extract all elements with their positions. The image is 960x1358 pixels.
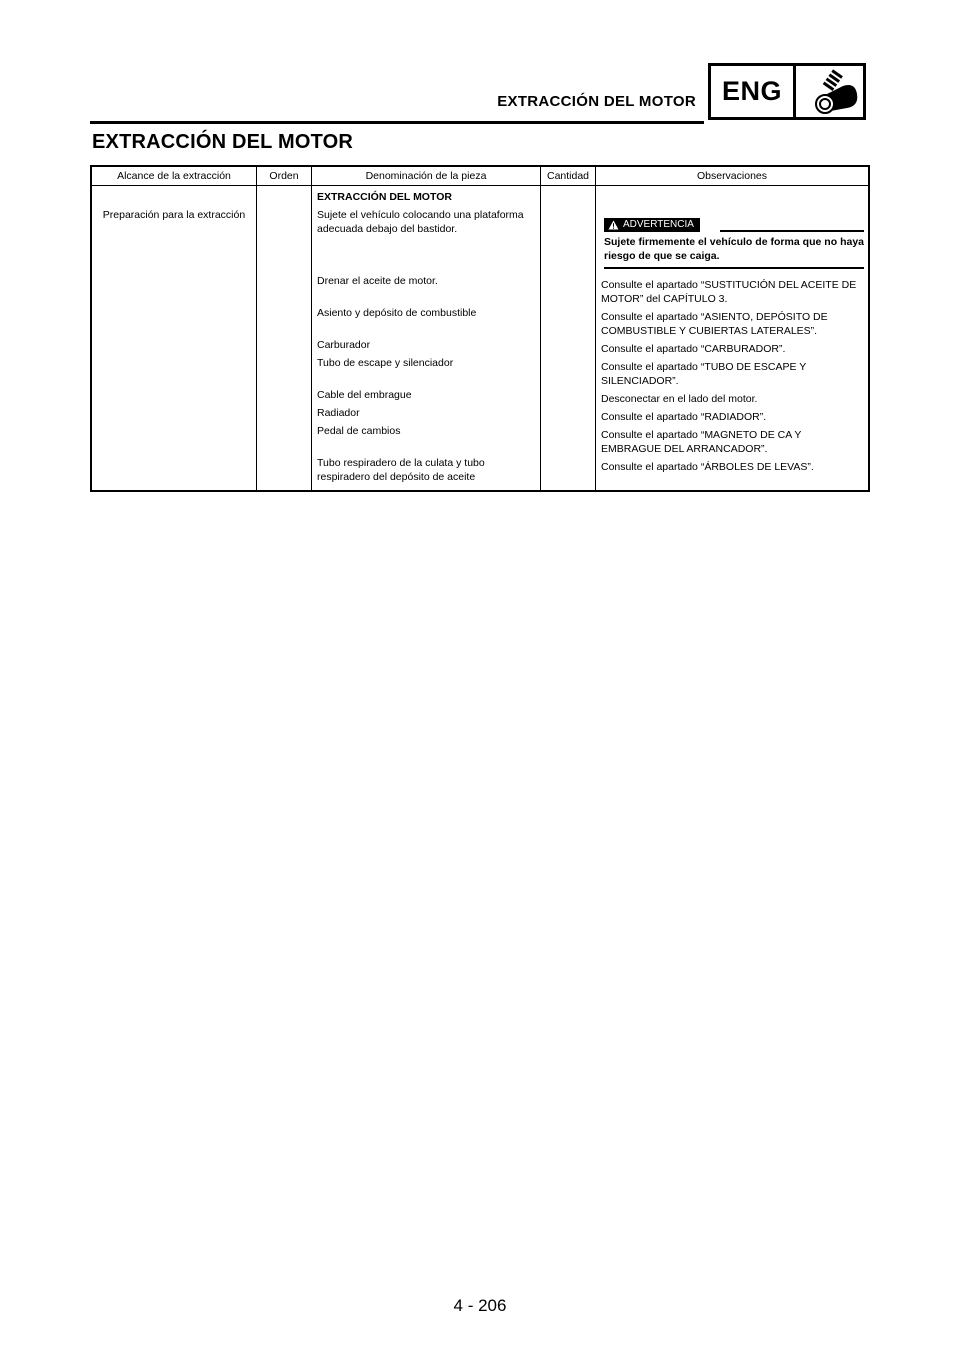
- header-rule: [90, 121, 704, 124]
- header-scope: Alcance de la extracción: [91, 166, 257, 186]
- warning-bottom-rule: [604, 267, 864, 269]
- warning-label: ADVERTENCIA: [623, 219, 694, 230]
- removal-table: [90, 165, 870, 492]
- scope-label: Preparación para la extracción: [102, 209, 246, 221]
- part-item: Carburador: [317, 339, 371, 351]
- part-item: Tubo respiradero de la culata y tubo respiradero del depósito de aceite: [317, 457, 485, 483]
- quantity-cell: [541, 186, 596, 492]
- part-item: Drenar el aceite de motor.: [317, 275, 438, 287]
- part-heading: EXTRACCIÓN DEL MOTOR: [317, 191, 452, 203]
- page-number: 4 - 206: [453, 1296, 507, 1315]
- part-item: Asiento y depósito de combustible: [317, 307, 477, 319]
- table-header-row: [91, 166, 869, 186]
- header-remarks: Observaciones: [596, 166, 870, 186]
- section-title: EXTRACCIÓN DEL MOTOR: [92, 131, 354, 153]
- remark-item: Consulte el apartado “SUSTITUCIÓN DEL ACEITE DE MOTOR” del CAPÍTULO 3.: [601, 279, 857, 305]
- part-cell: [312, 186, 541, 492]
- warning-triangle-icon: [608, 220, 619, 230]
- part-item: Radiador: [317, 407, 360, 419]
- badge-label: ENG: [711, 66, 796, 117]
- remark-item: Consulte el apartado “TUBO DE ESCAPE Y SILENCIADOR”.: [601, 361, 807, 387]
- header-quantity: Cantidad: [541, 166, 596, 186]
- warning-badge: [604, 218, 700, 232]
- part-item: Cable del embrague: [317, 389, 412, 401]
- part-item: Sujete el vehículo colocando una plataforma adecuada debajo del bastidor.: [317, 209, 524, 235]
- remark-item: Consulte el apartado “RADIADOR”.: [601, 411, 767, 423]
- scope-cell: [91, 186, 257, 492]
- remarks-cell: [596, 186, 870, 492]
- part-item: Pedal de cambios: [317, 425, 401, 437]
- remark-item: Consulte el apartado “ASIENTO, DEPÓSITO DE COMBUSTIBLE Y CUBIERTAS LATERALES”.: [601, 311, 828, 337]
- warning-text: Sujete firmemente el vehículo de forma que no haya riesgo de que se caiga.: [604, 236, 864, 262]
- engine-icon: [796, 66, 863, 117]
- warning-top-rule: [720, 230, 864, 232]
- remark-item: Desconectar en el lado del motor.: [601, 393, 758, 405]
- remark-item: Consulte el apartado “ÁRBOLES DE LEVAS”.: [601, 461, 814, 473]
- table-row: [91, 186, 869, 492]
- warning-box: [596, 186, 868, 278]
- remark-item: Consulte el apartado “CARBURADOR”.: [601, 343, 786, 355]
- remark-item: Consulte el apartado “MAGNETO DE CA Y EMBRAGUE DEL ARRANCADOR”.: [601, 429, 802, 455]
- header-order: Orden: [257, 166, 312, 186]
- header-part-name: Denominación de la pieza: [312, 166, 541, 186]
- part-item: Tubo de escape y silenciador: [317, 357, 454, 369]
- header-title: EXTRACCIÓN DEL MOTOR: [497, 93, 696, 110]
- order-cell: [257, 186, 312, 492]
- section-badge: [708, 63, 866, 120]
